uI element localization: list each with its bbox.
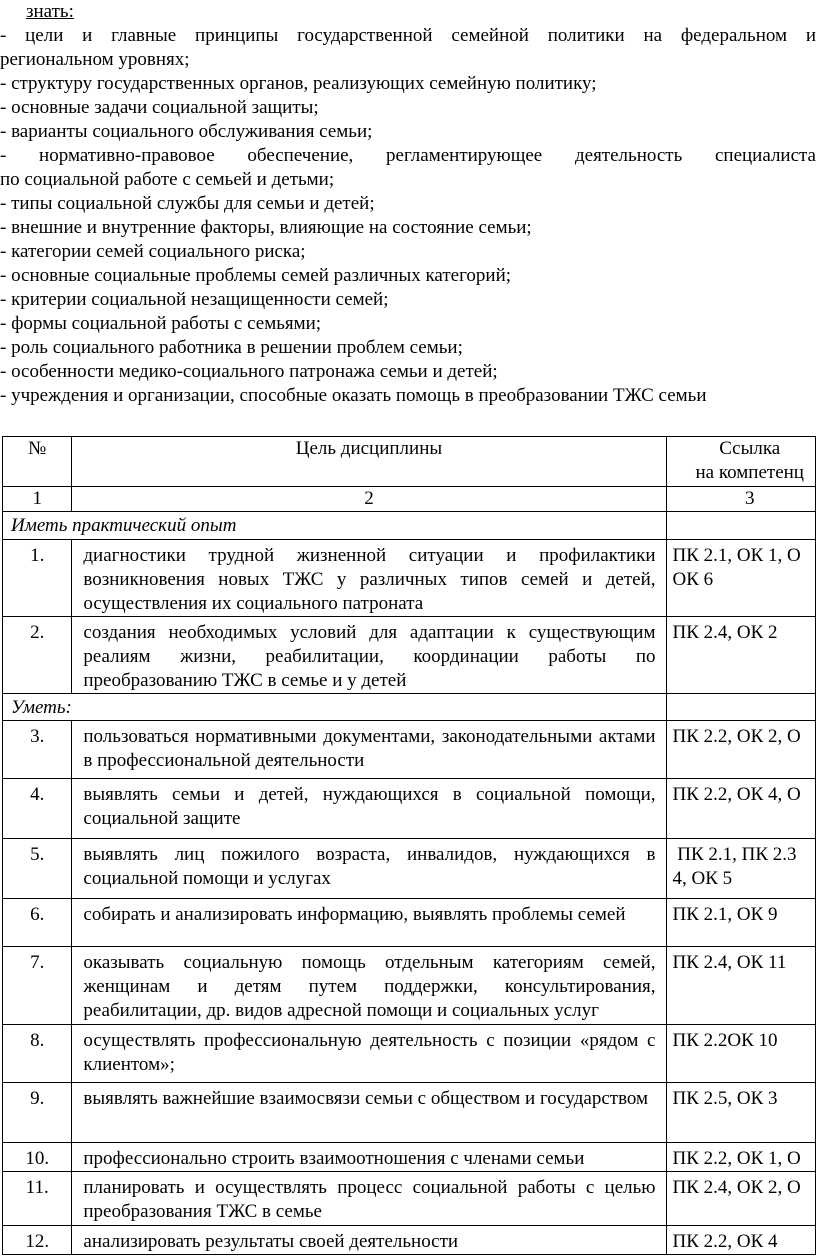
knowledge-item: - цели и главные принципы государственной семейной политики на федеральном и <box>0 25 816 46</box>
knowledge-item: - формы социальной работы с семьями; <box>0 313 322 334</box>
row-number <box>3 1083 72 1143</box>
table-row <box>3 1025 816 1083</box>
row-number-text: 4. <box>30 784 45 805</box>
row-competence-ref <box>666 1172 816 1226</box>
competence-ref-line2: 4, ОК 5 <box>672 868 733 889</box>
row-competence-ref <box>666 540 816 617</box>
table-row <box>3 721 816 779</box>
row-goal: собирать и анализировать информацию, выявлять проблемы семей <box>72 899 666 947</box>
row-goal: пользоваться нормативными документами, законодательными актами в профессиональной деятельности <box>72 721 666 779</box>
row-goal: оказывать социальную помощь отдельным категориям семей, женщинам и детям путем поддержки, консультирования, реабилитации, др. видов адресной помощи и социальных услуг <box>72 947 666 1025</box>
row-number-text: 5. <box>30 844 45 865</box>
section-practice-label: Иметь практический опыт <box>3 512 667 540</box>
row-number <box>3 899 72 947</box>
row-number-text: 8. <box>30 1030 45 1051</box>
row-competence-ref <box>666 1226 816 1255</box>
competence-ref-line1: ПК 2.4, ОК 11 <box>672 952 787 973</box>
row-number-text: 6. <box>30 904 45 925</box>
header-num: № <box>3 437 72 487</box>
competence-ref-line1: ПК 2.1, ОК 1, О <box>672 545 801 566</box>
row-goal: выявлять семьи и детей, нуждающихся в социальной помощи, социальной защите <box>72 779 666 839</box>
row-goal: осуществлять профессиональную деятельность с позиции «рядом с клиентом»; <box>72 1025 666 1083</box>
row-number <box>3 1226 72 1255</box>
competence-ref-line1: ПК 2.2, ОК 2, О <box>672 726 801 747</box>
section-skills-label: Уметь: <box>3 694 667 721</box>
row-number <box>3 1025 72 1083</box>
row-number <box>3 617 72 694</box>
table-row <box>3 540 816 617</box>
row-goal: создания необходимых условий для адаптации к существующим реалиям жизни, реабилитации, координации работы по преобразованию ТЖС в семье и у детей <box>72 617 666 694</box>
table-row <box>3 947 816 1025</box>
table-row <box>3 839 816 899</box>
row-number <box>3 947 72 1025</box>
col-number-2: 2 <box>72 487 666 512</box>
table-row <box>3 1226 816 1255</box>
row-number <box>3 779 72 839</box>
table-row <box>3 617 816 694</box>
knowledge-item: - типы социальной службы для семьи и детей; <box>0 193 375 214</box>
section-practice <box>3 512 816 540</box>
knowledge-item: - основные задачи социальной защиты; <box>0 97 319 118</box>
row-competence-ref <box>666 617 816 694</box>
row-number <box>3 540 72 617</box>
knowledge-item: региональном уровнях; <box>0 49 190 70</box>
competence-ref-line2: ОК 6 <box>672 569 714 590</box>
section-skills <box>3 694 816 721</box>
header-ref-line2: на компетенц <box>695 462 804 483</box>
table-row <box>3 779 816 839</box>
competence-ref-line1: ПК 2.2ОК 10 <box>672 1030 778 1051</box>
row-number-text: 10. <box>25 1148 50 1169</box>
row-competence-ref <box>666 721 816 779</box>
knowledge-item: - структуру государственных органов, реализующих семейную политику; <box>0 73 597 94</box>
table-row <box>3 1172 816 1226</box>
row-number-text: 12. <box>25 1231 50 1252</box>
knowledge-item: - внешние и внутренние факторы, влияющие на состояние семьи; <box>0 217 532 238</box>
section-practice-empty <box>666 512 816 540</box>
row-goal: выявлять лиц пожилого возраста, инвалидов, нуждающихся в социальной помощи и услугах <box>72 839 666 899</box>
knowledge-item: - основные социальные проблемы семей различных категорий; <box>0 265 512 286</box>
row-competence-ref <box>666 1083 816 1143</box>
competence-ref-line1: ПК 2.4, ОК 2, О <box>672 1177 801 1198</box>
table-row <box>3 899 816 947</box>
col-number-3: 3 <box>666 487 816 512</box>
row-competence-ref <box>666 899 816 947</box>
row-number <box>3 839 72 899</box>
discipline-goals-table <box>2 436 816 1255</box>
knowledge-item: - учреждения и организации, способные оказать помощь в преобразовании ТЖС семьи <box>0 385 707 406</box>
knowledge-item: по социальной работе с семьей и детьми; <box>0 169 335 190</box>
competence-ref-line1: ПК 2.4, ОК 2 <box>672 622 778 643</box>
row-number-text: 1. <box>30 545 45 566</box>
competence-ref-line1: ПК 2.1, ПК 2.3 <box>672 844 797 865</box>
row-number-text: 3. <box>30 726 45 747</box>
row-competence-ref <box>666 1143 816 1172</box>
row-number <box>3 1172 72 1226</box>
row-number-text: 9. <box>30 1088 45 1109</box>
col-number-1: 1 <box>3 487 72 512</box>
column-number-row <box>3 487 816 512</box>
section-skills-empty <box>666 694 816 721</box>
row-competence-ref <box>666 779 816 839</box>
row-number <box>3 1143 72 1172</box>
row-number-text: 7. <box>30 952 45 973</box>
row-competence-ref <box>666 839 816 899</box>
table-row <box>3 1083 816 1143</box>
row-goal: анализировать результаты своей деятельности <box>72 1226 666 1255</box>
row-goal: диагностики трудной жизненной ситуации и профилактики возникновения новых ТЖС у различных типов семей и детей, осуществления их социального патроната <box>72 540 666 617</box>
competence-ref-line1: ПК 2.2, ОК 4 <box>672 1231 778 1252</box>
table-header-row <box>3 437 816 487</box>
competence-ref-line1: ПК 2.1, ОК 9 <box>672 904 778 925</box>
knowledge-item: - роль социального работника в решении проблем семьи; <box>0 337 463 358</box>
row-number <box>3 721 72 779</box>
competence-ref-line1: ПК 2.2, ОК 1, О <box>672 1148 801 1169</box>
knowledge-item: - варианты социального обслуживания семьи; <box>0 121 373 142</box>
row-number-text: 11. <box>25 1177 49 1198</box>
table-row <box>3 1143 816 1172</box>
knowledge-item: - критерии социальной незащищенности семей; <box>0 289 389 310</box>
knowledge-list <box>0 24 816 408</box>
competence-ref-line1: ПК 2.5, ОК 3 <box>672 1088 778 1109</box>
knowledge-header: знать: <box>26 1 74 22</box>
header-ref <box>666 437 816 487</box>
row-competence-ref <box>666 1025 816 1083</box>
knowledge-item: - категории семей социального риска; <box>0 241 306 262</box>
knowledge-section <box>0 0 816 408</box>
row-competence-ref <box>666 947 816 1025</box>
row-goal: выявлять важнейшие взаимосвязи семьи с обществом и государством <box>72 1083 666 1143</box>
knowledge-item: - нормативно-правовое обеспечение, регламентирующее деятельность специалиста <box>0 145 816 166</box>
row-number-text: 2. <box>30 622 45 643</box>
competence-ref-line1: ПК 2.2, ОК 4, О <box>672 784 801 805</box>
header-ref-line1: Ссылка <box>719 438 781 459</box>
row-goal: планировать и осуществлять процесс социальной работы с целью преобразования ТЖС в семье <box>72 1172 666 1226</box>
knowledge-item: - особенности медико-социального патронажа семьи и детей; <box>0 361 498 382</box>
header-goal: Цель дисциплины <box>72 437 666 487</box>
row-goal: профессионально строить взаимоотношения с членами семьи <box>72 1143 666 1172</box>
